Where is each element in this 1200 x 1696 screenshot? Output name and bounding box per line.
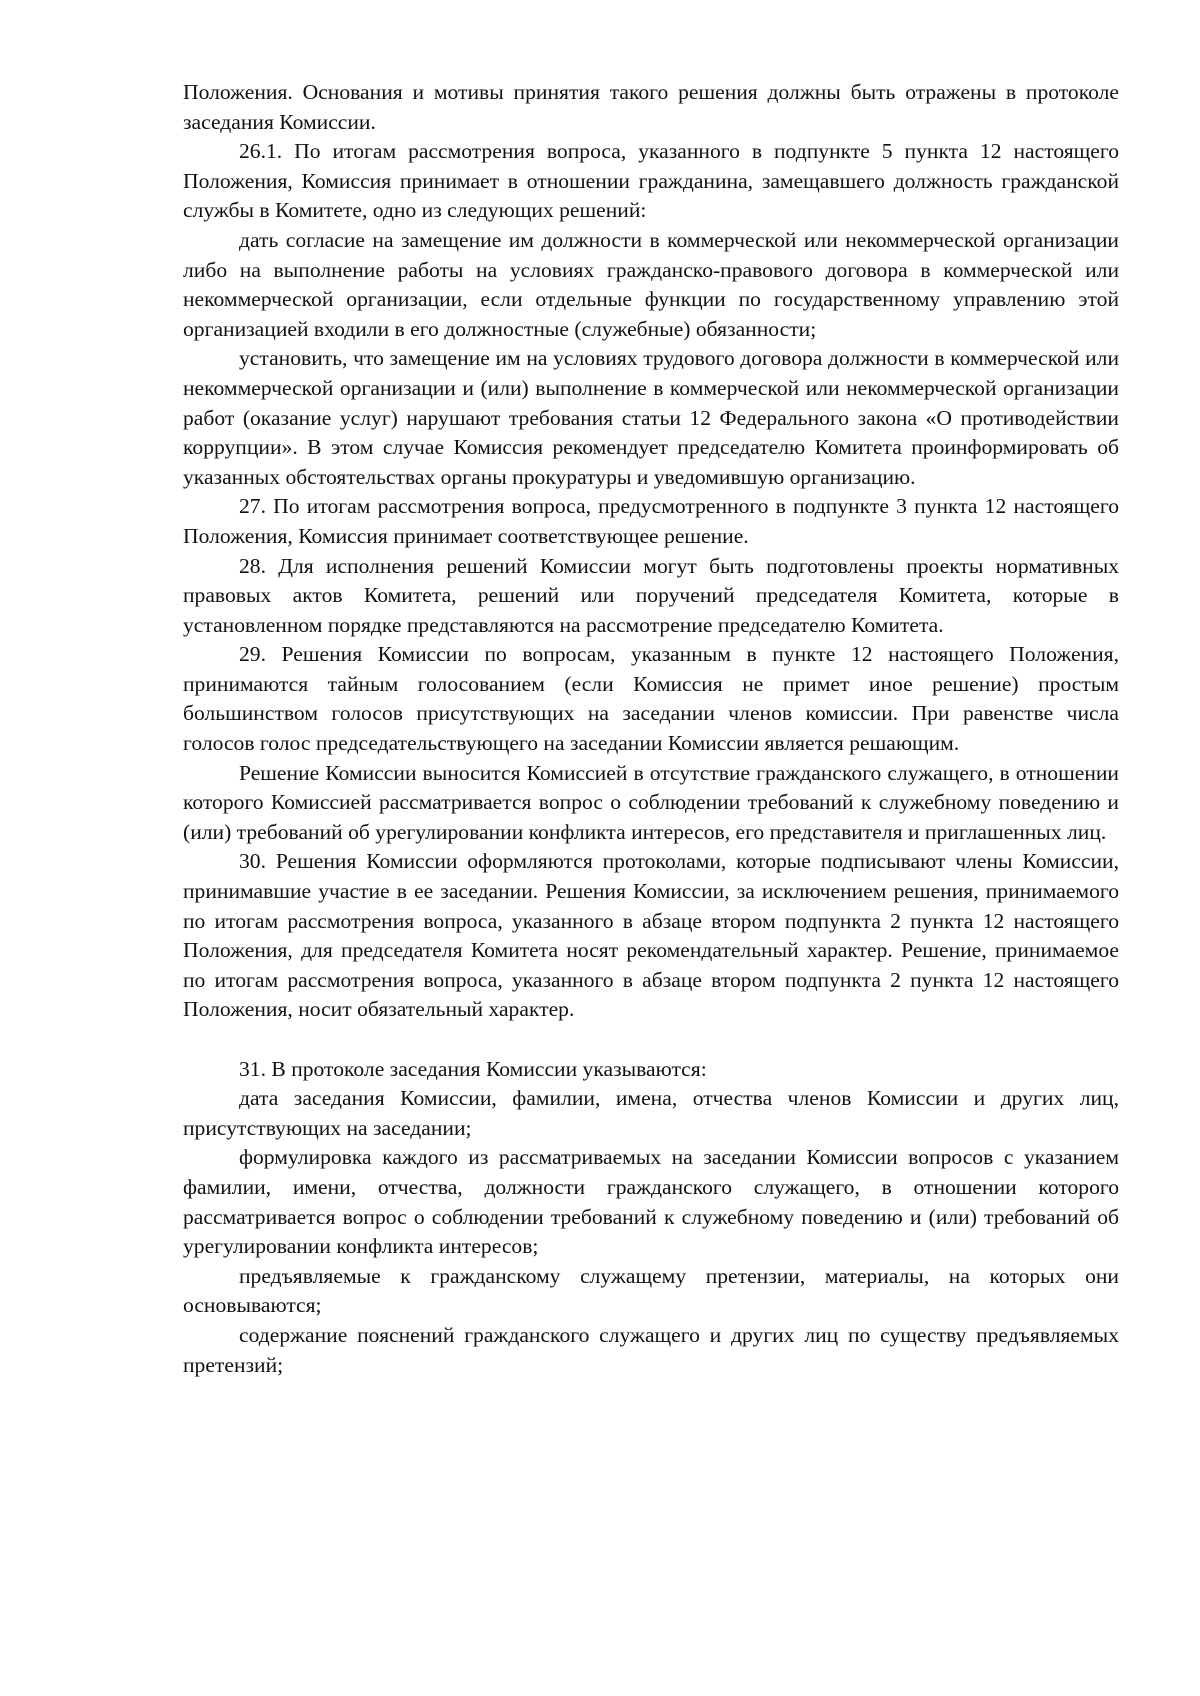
paragraph-31-claims: предъявляемые к гражданскому служащему претензии, материалы, на которых они основываются;	[183, 1263, 1119, 1318]
paragraph-31: 31. В протоколе заседания Комиссии указываются:	[239, 1056, 707, 1081]
document-body	[183, 78, 1119, 1380]
paragraph-28: 28. Для исполнения решений Комиссии могут быть подготовлены проекты нормативных правовых актов Комитета, решений или поручений председателя Комитета, которые в установленном порядке представляются на рассмотрение председателю Комитета.	[183, 553, 1119, 637]
paragraph-29-absence: Решение Комиссии выносится Комиссией в отсутствие гражданского служащего, в отношении которого Комиссией рассматривается вопрос о соблюдении требований к служебному поведению и (или) требований об урегулировании конфликта интересов, его представителя и приглашенных лиц.	[183, 760, 1119, 844]
paragraph-30: 30. Решения Комиссии оформляются протоколами, которые подписывают члены Комиссии, принимавшие участие в ее заседании. Решения Комиссии, за исключением решения, принимаемого по итогам рассмотрения вопроса, указанного в абзаце втором подпункта 2 пункта 12 настоящего Положения, для председателя Комитета носят рекомендательный характер. Решение, принимаемое по итогам рассмотрения вопроса, указанного в абзаце втором подпункта 2 пункта 12 настоящего Положения, носит обязательный характер.	[183, 849, 1119, 1022]
paragraph-29: 29. Решения Комиссии по вопросам, указанным в пункте 12 настоящего Положения, принимаются тайным голосованием (если Комиссия не примет иное решение) простым большинством голосов присутствующих на заседании членов комиссии. При равенстве числа голосов голос председательствующего на заседании Комиссии является решающим.	[183, 642, 1119, 756]
paragraph-31-date: дата заседания Комиссии, фамилии, имена, отчества членов Комиссии и других лиц, присутствующих на заседании;	[183, 1086, 1119, 1140]
paragraph-26-1: 26.1. По итогам рассмотрения вопроса, указанного в подпункте 5 пункта 12 настоящего Положения, Комиссия принимает в отношении гражданина, замещавшего должность гражданской службы в Комитете, одно из следующих решений:	[183, 139, 1119, 223]
paragraph-31-explanations: содержание пояснений гражданского служащего и других лиц по существу предъявляемых претензий;	[183, 1322, 1119, 1377]
paragraph-continuation: Положения. Основания и мотивы принятия такого решения должны быть отражены в протоколе заседания Комиссии.	[183, 80, 1119, 134]
paragraph-decision-consent: дать согласие на замещение им должности в коммерческой или некоммерческой организации либо на выполнение работы на условиях гражданско-правового договора в коммерческой или некоммерческой организации, если отдельные функции по государственному управлению этой организацией входили в его должностные (служебные) обязанности;	[183, 227, 1119, 341]
paragraph-27: 27. По итогам рассмотрения вопроса, предусмотренного в подпункте 3 пункта 12 настоящего Положения, Комиссия принимает соответствующее решение.	[183, 494, 1119, 548]
blank-line	[183, 1025, 1119, 1055]
paragraph-decision-violation: установить, что замещение им на условиях трудового договора должности в коммерческой или некоммерческой организации и (или) выполнение в коммерческой или некоммерческой организации работ (оказание услуг) нарушают требования статьи 12 Федерального закона «О противодействии коррупции». В этом случае Комиссия рекомендует председателю Комитета проинформировать об указанных обстоятельствах органы прокуратуры и уведомившую организацию.	[183, 346, 1119, 489]
paragraph-31-wording: формулировка каждого из рассматриваемых на заседании Комиссии вопросов с указанием фамилии, имени, отчества, должности гражданского служащего, в отношении которого рассматривается вопрос о соблюдении требований к служебному поведению и (или) требований об урегулировании конфликта интересов;	[183, 1145, 1119, 1259]
